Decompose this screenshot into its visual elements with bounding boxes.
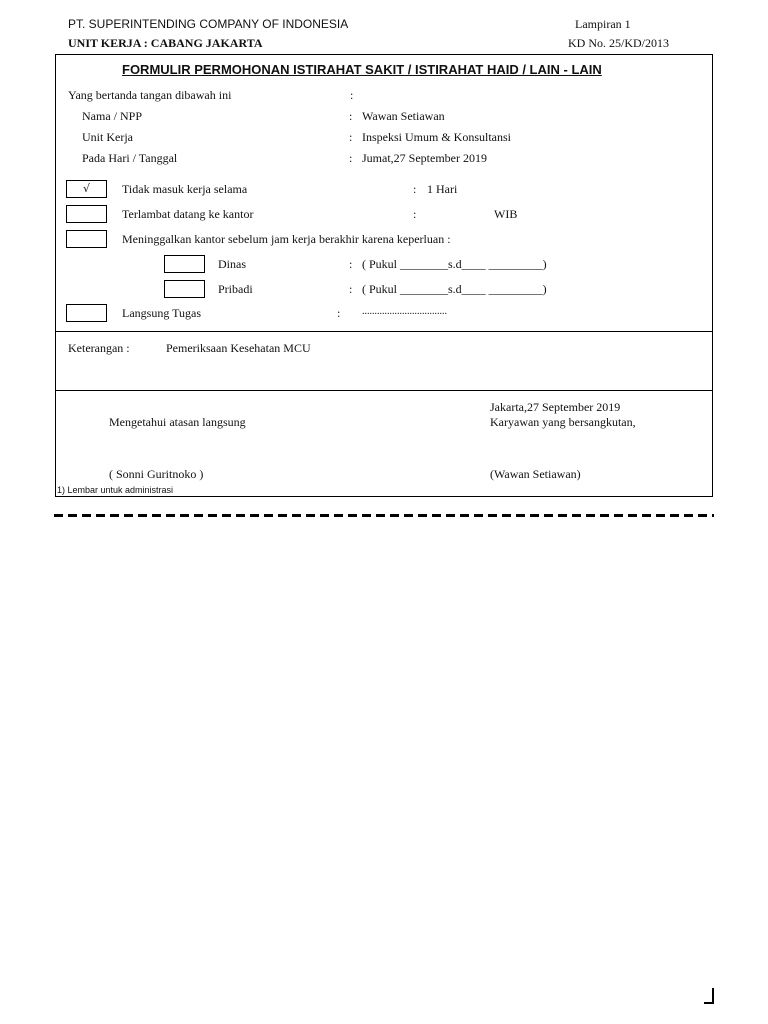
field-value-name[interactable]: Wawan Setiawan [362, 109, 445, 123]
place-date: Jakarta,27 September 2019 [490, 400, 621, 414]
supervisor-name: ( Sonni Guritnoko ) [109, 467, 204, 481]
section-divider [55, 390, 713, 391]
dinas-checkbox[interactable] [164, 255, 205, 273]
pribadi-time-range[interactable]: ( Pukul ________s.d____ _________) [362, 282, 547, 296]
late-colon: : [413, 207, 417, 221]
cut-line [54, 514, 714, 517]
late-time-unit[interactable]: WIB [494, 207, 518, 221]
crop-mark [704, 1002, 714, 1004]
field-colon: : [349, 151, 353, 165]
absent-label: Tidak masuk kerja selama [122, 182, 248, 196]
field-label-unit: Unit Kerja [82, 130, 133, 144]
employee-name: (Wawan Setiawan) [490, 467, 581, 481]
field-colon: : [349, 109, 353, 123]
direct-task-label: Langsung Tugas [122, 306, 202, 320]
intro-text: Yang bertanda tangan dibawah ini [68, 88, 232, 102]
company-name: PT. SUPERINTENDING COMPANY OF INDONESIA [68, 17, 349, 31]
intro-colon: : [350, 88, 354, 102]
absent-checkbox[interactable]: √ [66, 180, 107, 198]
document-number: KD No. 25/KD/2013 [568, 36, 669, 50]
dinas-label: Dinas [218, 257, 246, 271]
pribadi-checkbox[interactable] [164, 280, 205, 298]
field-value-unit[interactable]: Inspeksi Umum & Konsultansi [362, 130, 511, 144]
direct-task-colon: : [337, 306, 341, 320]
leave-early-checkbox[interactable] [66, 230, 107, 248]
dinas-time-range[interactable]: ( Pukul ________s.d____ _________) [362, 257, 547, 271]
absent-duration[interactable]: 1 Hari [427, 182, 458, 196]
field-label-date: Pada Hari / Tanggal [82, 151, 178, 165]
remarks-label: Keterangan : [68, 341, 130, 355]
employee-caption: Karyawan yang bersangkutan, [490, 415, 636, 429]
pribadi-label: Pribadi [218, 282, 253, 296]
pribadi-colon: : [349, 282, 353, 296]
direct-task-checkbox[interactable] [66, 304, 107, 322]
field-value-date[interactable]: Jumat,27 September 2019 [362, 151, 487, 165]
field-label-name: Nama / NPP [82, 109, 142, 123]
remarks-value[interactable]: Pemeriksaan Kesehatan MCU [166, 341, 311, 355]
absent-colon: : [413, 182, 417, 196]
field-colon: : [349, 130, 353, 144]
footnote: 1) Lembar untuk administrasi [57, 485, 174, 495]
supervisor-caption: Mengetahui atasan langsung [109, 415, 246, 429]
late-label: Terlambat datang ke kantor [122, 207, 254, 221]
dinas-colon: : [349, 257, 353, 271]
unit-heading: UNIT KERJA : CABANG JAKARTA [68, 36, 263, 50]
attachment-label: Lampiran 1 [575, 17, 631, 31]
section-divider [55, 331, 713, 332]
leave-early-label: Meninggalkan kantor sebelum jam kerja berakhir karena keperluan : [122, 232, 451, 246]
late-checkbox[interactable] [66, 205, 107, 223]
form-title: FORMULIR PERMOHONAN ISTIRAHAT SAKIT / ISTIRAHAT HAID / LAIN - LAIN [122, 62, 602, 77]
direct-task-blank[interactable]: .................................. [362, 306, 447, 317]
